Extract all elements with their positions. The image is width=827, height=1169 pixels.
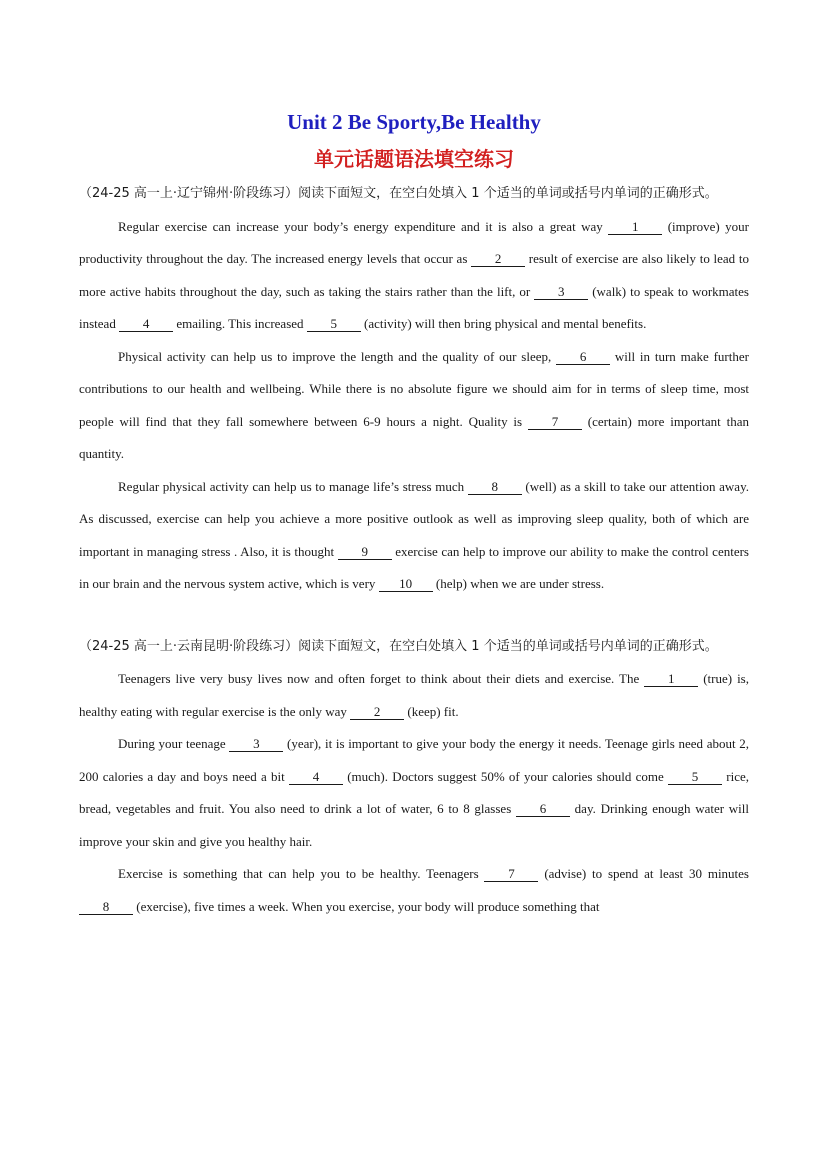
text: During your teenage	[118, 736, 230, 751]
blank-8[interactable]: 8	[79, 900, 133, 915]
blank-10[interactable]: 10	[379, 577, 433, 592]
blank-6[interactable]: 6	[516, 802, 570, 817]
blank-7[interactable]: 7	[528, 415, 582, 430]
text: (much). Doctors suggest 50% of your calories should come	[342, 768, 669, 784]
text: (improve) your productivity throughout the day. The increased energy levels that occur as	[79, 218, 749, 266]
section-spacer	[79, 601, 749, 631]
blank-5[interactable]: 5	[307, 317, 361, 332]
blank-3[interactable]: 3	[534, 285, 588, 300]
text: emailing. This increased	[173, 316, 307, 331]
title-chinese: 单元话题语法填空练习	[314, 147, 514, 171]
blank-8[interactable]: 8	[468, 480, 522, 495]
blank-1[interactable]: 1	[608, 220, 662, 235]
text: day. Drinking enough water will improve your skin and give you healthy hair.	[79, 801, 749, 849]
blank-1[interactable]: 1	[644, 672, 698, 687]
text: (activity) will then bring physical and mental benefits.	[360, 316, 647, 331]
text: rice, bread, vegetables and fruit. You also need to drink a lot of water, 6 to 8 glasses	[79, 768, 749, 816]
title-english: Unit 2 Be Sporty,Be Healthy	[287, 110, 541, 134]
text: (true) is, healthy eating with regular exercise is the only way	[79, 671, 749, 719]
section1-paragraph-3	[79, 471, 749, 601]
section2-paragraph-1	[79, 663, 749, 728]
text: exercise can help to improve our ability to make the control centers in our brain and the nervous system active, which is very	[79, 543, 749, 591]
text: result of exercise are also likely to lead to more active habits throughout the day, such as taking the stairs rather than the lift, or	[79, 251, 749, 299]
section2-paragraph-3	[79, 858, 749, 923]
text: (keep) fit.	[404, 703, 459, 719]
text: (walk) to speak to workmates instead	[79, 283, 749, 331]
text: (advise) to spend at least 30 minutes	[538, 866, 749, 881]
text: Teenagers live very busy lives now and often forget to think about their diets and exercise. The	[118, 671, 645, 686]
blank-5[interactable]: 5	[668, 770, 722, 785]
blank-4[interactable]: 4	[289, 770, 343, 785]
text: (year), it is important to give your body the energy it needs. Teenage girls need about 2, 200 calories a day and boys need a bit	[79, 736, 749, 784]
text: will in turn make further contributions to our health and wellbeing. While there is no absolute figure we should aim for in terms of sleep time, most people will find that they fall somewhere between 6-9 hours a night. Quality is	[79, 348, 749, 429]
blank-2[interactable]: 2	[471, 252, 525, 267]
section1-paragraph-2	[79, 341, 749, 471]
section2-paragraph-2	[79, 728, 749, 858]
section2-instruction: （24-25 高一上·云南昆明·阶段练习）阅读下面短文，在空白处填入 1 个适当的单词或括号内单词的正确形式。	[79, 638, 718, 654]
text: Regular exercise can increase your body’s energy expenditure and it is also a great way	[118, 218, 609, 234]
section1-paragraph-1	[79, 211, 749, 341]
blank-2[interactable]: 2	[350, 705, 404, 720]
document-page	[79, 104, 749, 923]
text: Regular physical activity can help us to manage life’s stress much	[118, 478, 468, 494]
blank-6[interactable]: 6	[556, 350, 610, 365]
text: (help) when we are under stress.	[432, 576, 605, 591]
text: (well) as a skill to take our attention away. As discussed, exercise can help you achieve a more positive outlook as well as improving sleep quality, both of which are important in managing stress . Also, it is thought	[79, 478, 749, 559]
blank-3[interactable]: 3	[229, 737, 283, 752]
text: Exercise is something that can help you to be healthy. Teenagers	[118, 866, 485, 881]
blank-7[interactable]: 7	[484, 867, 538, 882]
text: (certain) more important than quantity.	[79, 413, 749, 461]
blank-4[interactable]: 4	[119, 317, 173, 332]
text: (exercise), five times a week. When you exercise, your body will produce something that	[133, 898, 600, 914]
text: Physical activity can help us to improve the length and the quality of our sleep,	[118, 348, 557, 364]
blank-9[interactable]: 9	[338, 545, 392, 560]
section1-instruction: （24-25 高一上·辽宁锦州·阶段练习）阅读下面短文，在空白处填入 1 个适当的单词或括号内单词的正确形式。	[79, 186, 718, 201]
